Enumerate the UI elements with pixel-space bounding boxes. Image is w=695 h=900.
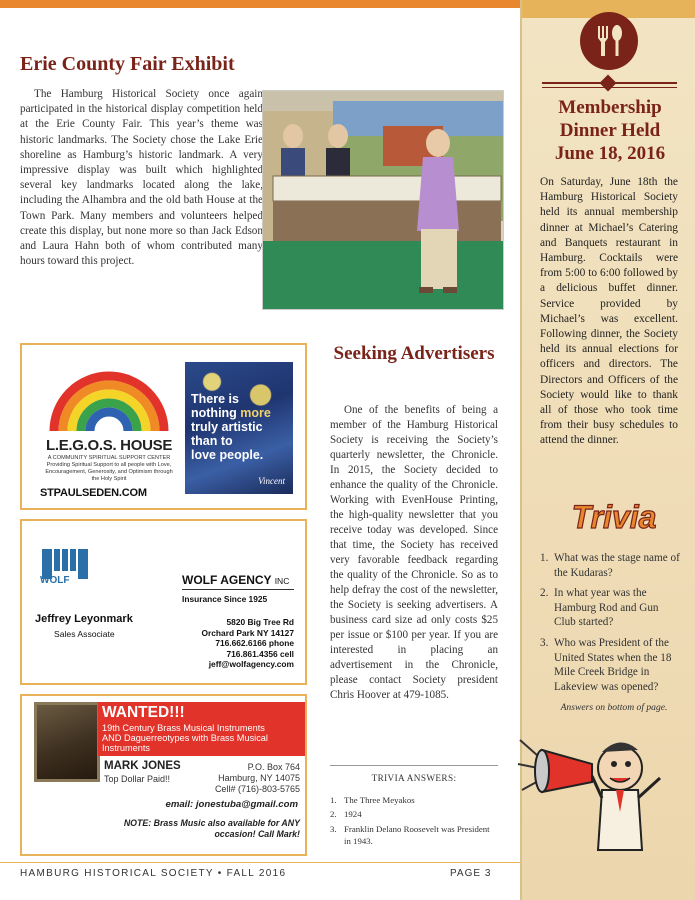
sidebar [520,0,695,900]
wanted-heading: WANTED!!! [102,704,185,721]
diamond-ornament [600,75,617,92]
divider [330,765,498,766]
cell-line: Cell# (716)-803-5765 [214,784,300,794]
list-item [540,586,682,630]
fork-spoon-icon [580,12,638,70]
trivia-note: Answers on bottom of page. [560,702,668,713]
article-body: The Hamburg Historical Society once again participated in the historical display competition held at the Erie County Fair. This year’s theme was historic landmarks. The Society chose the Lake Erie shoreline as Hamburg’s historic landmark. A very impressive display was built which highlighted several key landmarks located along the lake, including the Alhambra and the old bath House at the Town Park. Many members and volunteers helped create this display, but none more so than Jack Edson and Laura Hahn both of whom contributed many hours toward this project. [20,88,263,268]
email-link[interactable]: jeff@wolfagency.com [208,659,294,670]
item-number: 1. [540,552,549,564]
item-number: 2. [540,587,549,600]
footer-divider [0,862,520,863]
phone-line: 716.662.6166 phone [215,638,294,649]
trivia-logo-text: Trivia [571,499,657,535]
quote-signature: Vincent [258,476,285,486]
daguerreotype-photo [34,702,100,782]
rainbow-logo [46,357,172,433]
item-number: 2. [330,809,337,820]
mj-address [192,762,300,795]
fair-exhibit-photo [262,90,504,310]
legos-url[interactable]: STPAULSEDEN.COM [40,487,147,499]
trivia-logo [564,492,664,538]
sidebar-title: Membership Dinner Held June 18, 2016 [554,97,666,164]
wanted-line: Instruments [102,743,150,753]
address-line: P.O. Box 764 [247,762,300,772]
seeking-body: One of the benefits of being a member of the Hamburg Historical Society is receiving the Society’s quarterly newsletter, the Chronicle. In 2015, the Society decided to enhance the quality of the Chronicle. Working with EvenHouse Printing, the high-quality newsletter that you receive today was developed. Since that time, the Society has received very favorable feedback regarding the quality of the Chronicle. So as to help defray the cost of the newsletter, the Society is seeking advertisers. A business card size ad only costs $25 per issue or $100 per year. If you are interested in placing an advertisement in the Chronicle, please contact Society president Chris Hoover at 479-1085. [330,404,498,701]
agency-name: WOLF AGENCY [182,573,272,587]
starry-quote [191,392,291,462]
item-number: 3. [330,823,337,834]
article-headline: Erie County Fair Exhibit [20,53,235,75]
cell-line: 716.861.4356 cell [226,648,294,659]
wolf-address [172,617,294,670]
legos-house-ad [20,343,307,510]
divider [182,589,294,590]
quote-line: truly artistic [191,420,263,434]
item-text: What was the stage name of the Kudaras? [554,552,680,579]
item-number: 3. [540,636,549,649]
quote-line: nothing [191,406,241,420]
mj-name: MARK JONES [104,760,181,772]
item-text: The Three Meyakos [344,795,415,805]
list-item [330,823,498,848]
list-item [540,551,682,580]
legos-title: L.E.G.O.S. HOUSE [45,437,173,454]
mj-email[interactable]: email: jonestuba@gmail.com [165,799,298,810]
seeking-title: Seeking Advertisers [333,343,495,364]
item-text: Who was President of the United States when the 18 Mile Creek Bridge in Lakeview was opened? [554,636,672,693]
wolf-person: Jeffrey Leyonmark [35,613,133,625]
top-stripe [0,0,520,8]
list-item [330,808,498,820]
quote-line: than to [191,434,233,448]
quote-line: There is [191,392,239,406]
megaphone-man-illustration [510,720,690,870]
item-text: 1924 [344,809,362,820]
wolf-role: Sales Associate [54,629,115,639]
trivia-list [540,551,682,700]
wolf-agency-ad [20,519,307,685]
mj-note: NOTE: Brass Music also available for ANY occasion! Call Mark! [123,818,300,839]
legos-subtitle: A COMMUNITY SPIRITUAL SUPPORT CENTER Providing Spiritual Support to all people with Love, Encouragement, Generosity, and Optimism through the Holy Spirit [45,455,173,482]
trivia-answers-list [330,794,498,850]
wolf-since: Insurance Since 1925 [182,594,268,604]
item-text: In what year was the Hamburg Rod and Gun Club started? [554,587,659,629]
footer-page-number: PAGE 3 [450,868,492,879]
quote-line: love people. [191,448,264,462]
agency-suffix: INC [274,576,290,586]
wolf-agency-name [182,573,289,587]
footer-publication: HAMBURG HISTORICAL SOCIETY • FALL 2016 [20,868,287,879]
sidebar-body: On Saturday, June 18th the Hamburg Historical Society held its annual membership dinner at Michael’s Catering and Banquets restaurant in Hamburg. Cocktails were from 5:00 to 6:00 followed by a delicious buffet dinner. Service provided by Michael’s was excellent. Following dinner, the Society held its annual elections for officers and directors. The Directors and Officers of the Society would like to thank all of those who took time from their busy schedules to attend the dinner. [540,176,678,447]
address-line: Orchard Park NY 14127 [201,627,294,638]
wolf-logo-word: WOLF [40,575,70,586]
list-item [330,794,498,806]
wanted-line: 19th Century Brass Musical Instruments [102,723,265,733]
wanted-line: AND Daguerreotypes with Brass Musical [102,733,268,743]
address-line: Hamburg, NY 14075 [218,773,300,783]
starry-night-quote-card [185,362,293,494]
mj-tagline: Top Dollar Paid!! [104,774,171,784]
item-number: 1. [330,795,337,805]
list-item [540,636,682,694]
address-line: 5820 Big Tree Rd [226,617,294,627]
trivia-answers-heading: TRIVIA ANSWERS: [371,773,457,783]
item-text: Franklin Delano Roosevelt was President in 1943. [344,823,490,847]
mark-jones-ad [20,694,307,856]
quote-accent: more [240,406,271,420]
photo-illustration [263,91,504,310]
